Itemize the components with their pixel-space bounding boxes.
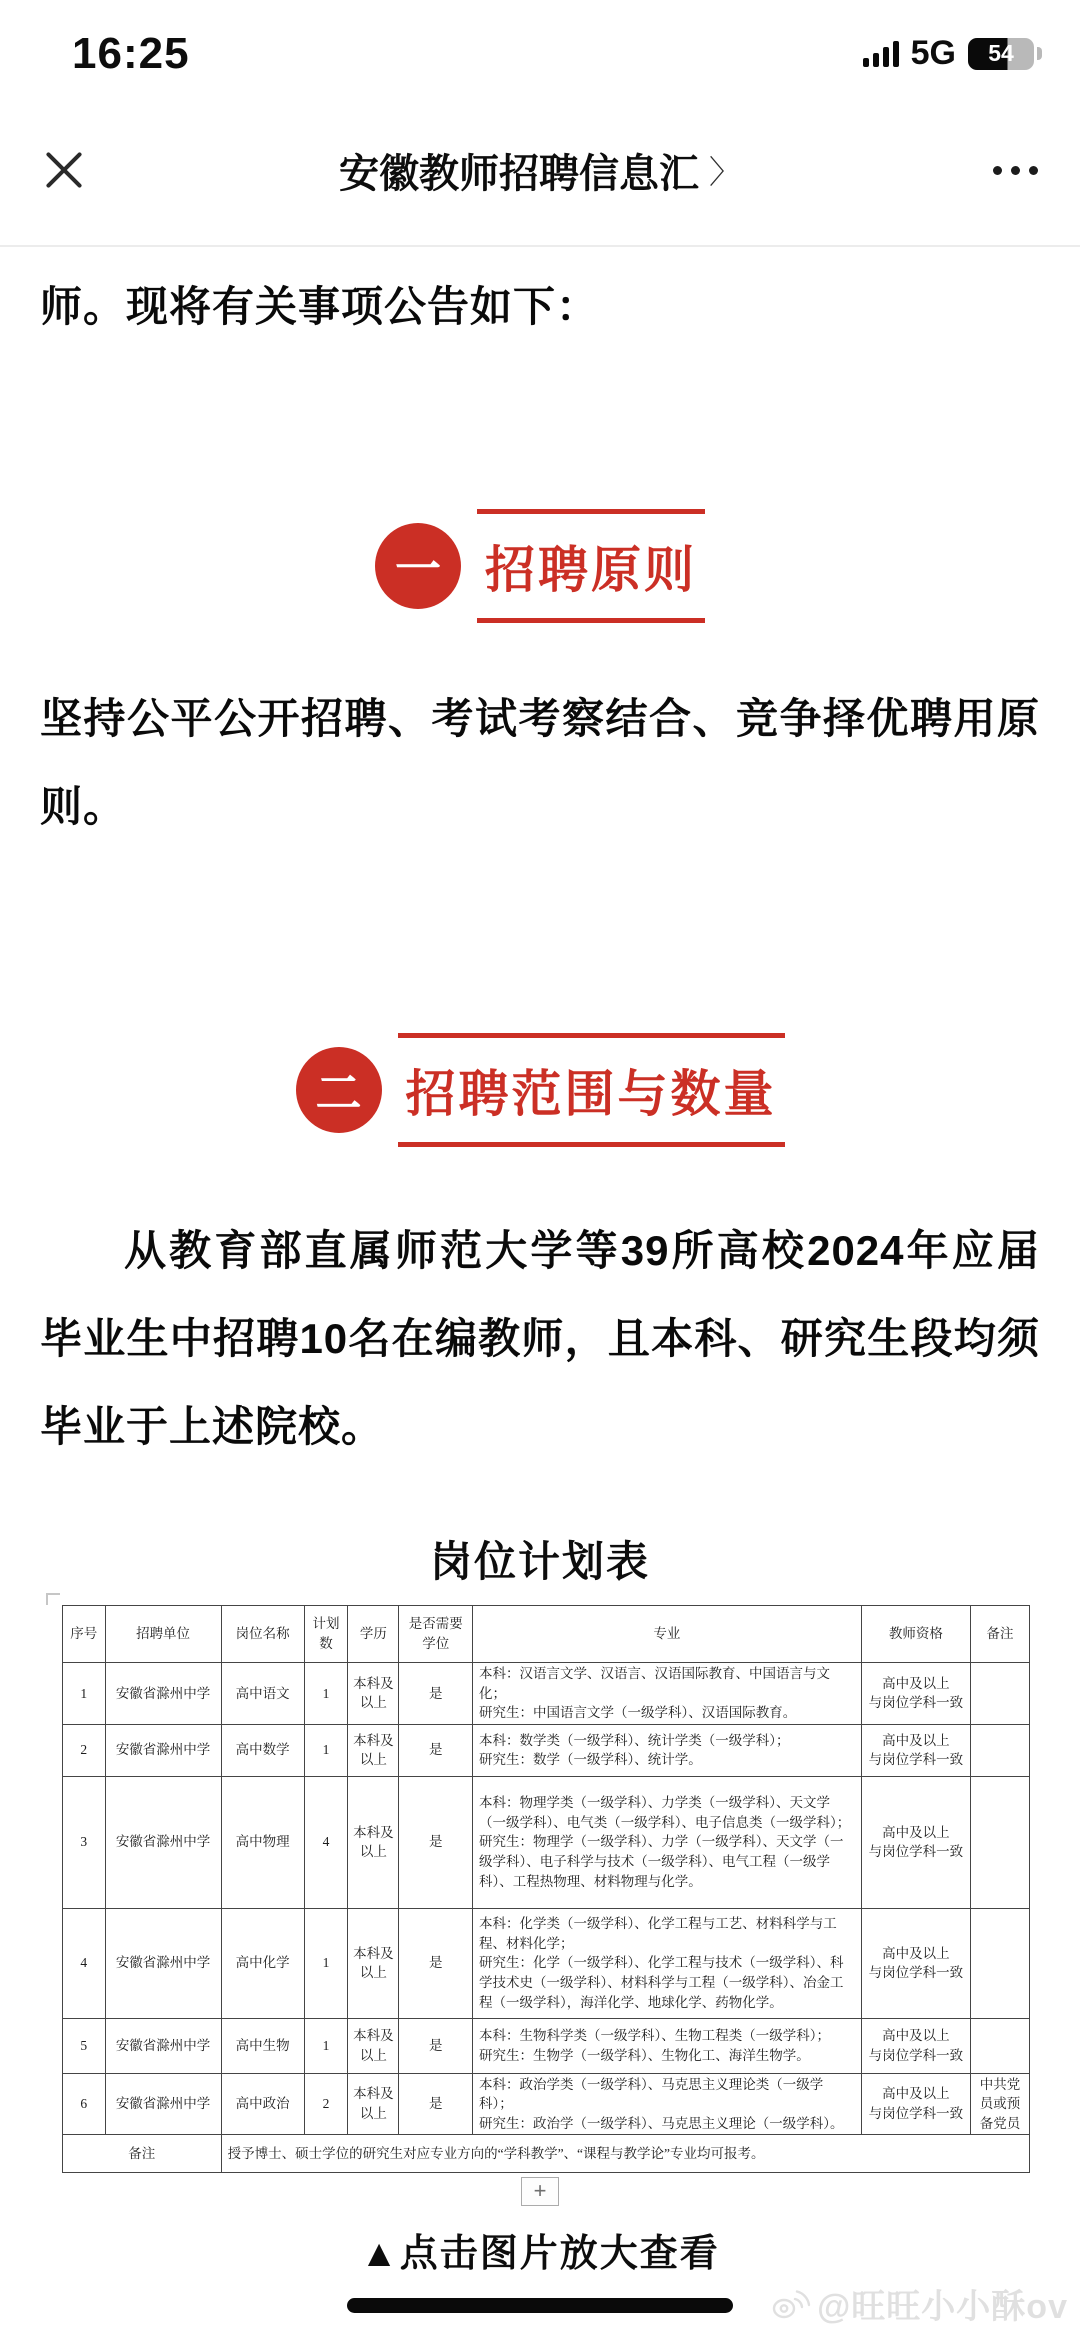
- column-header: 计划数: [304, 1606, 348, 1663]
- cell-major: 本科：生物科学类（一级学科）、生物工程类（一级学科）； 研究生：生物学（一级学科）、生物化工、海洋生物学。: [472, 2018, 861, 2073]
- cell-education: 本科及以上: [348, 2018, 399, 2073]
- cell-qualification: 高中及以上 与岗位学科一致: [861, 1663, 970, 1725]
- section-number-badge: 一: [375, 523, 461, 609]
- battery-nub: [1037, 47, 1042, 60]
- cell-degree-needed: 是: [399, 1776, 472, 1908]
- cell-degree-needed: 是: [399, 2018, 472, 2073]
- cell-qualification: 高中及以上 与岗位学科一致: [861, 2018, 970, 2073]
- cell-unit: 安徽省滁州中学: [105, 1776, 221, 1908]
- intro-paragraph: 师。现将有关事项公告如下：: [40, 283, 600, 330]
- job-plan-table-image[interactable]: [62, 1605, 1030, 2173]
- cell-count: 1: [304, 2018, 348, 2073]
- cell-education: 本科及以上: [348, 1776, 399, 1908]
- chevron-right-icon: 〉: [708, 154, 742, 190]
- cell-note: [970, 2018, 1029, 2073]
- job-table: [62, 1605, 1030, 2173]
- table-row: [63, 2018, 1030, 2073]
- status-bar: [0, 0, 1080, 95]
- cell-qualification: 高中及以上 与岗位学科一致: [861, 2073, 970, 2135]
- column-header: 学历: [348, 1606, 399, 1663]
- cell-major: 本科：物理学类（一级学科）、力学类（一级学科）、天文学（一级学科）、电气类（一级学科）、电子信息类（一级学科）； 研究生：物理学（一级学科）、力学（一级学科）、天文学（一级学科）、电子科学与技术（一级学科）、电气工程（一级学科）、工程热物理、材料物理与化学。: [472, 1776, 861, 1908]
- weibo-logo-icon: [771, 2287, 811, 2320]
- column-header: 招聘单位: [105, 1606, 221, 1663]
- nav-bar: [0, 95, 1080, 247]
- cell-unit: 安徽省滁州中学: [105, 2018, 221, 2073]
- cell-major: 本科：数学类（一级学科）、统计学类（一级学科）； 研究生：数学（一级学科）、统计学。: [472, 1724, 861, 1776]
- cell-seq: 2: [63, 1724, 106, 1776]
- cell-count: 1: [304, 1724, 348, 1776]
- section-1-heading: [40, 509, 1040, 623]
- job-table-body: [63, 1663, 1030, 2135]
- section-title: 招聘原则: [485, 542, 697, 598]
- section-1-paragraph: 坚持公平公开招聘、考试考察结合、竞争择优聘用原则。: [40, 695, 1040, 830]
- cell-degree-needed: 是: [399, 2073, 472, 2135]
- cell-education: 本科及以上: [348, 1724, 399, 1776]
- cell-note: [970, 1776, 1029, 1908]
- section-2-heading: [40, 1033, 1040, 1147]
- cell-degree-needed: 是: [399, 1663, 472, 1725]
- table-row: [63, 1724, 1030, 1776]
- table-footer-row: [63, 2135, 1030, 2173]
- cell-post: 高中语文: [221, 1663, 304, 1725]
- network-type-label: 5G: [910, 34, 956, 72]
- cell-post: 高中数学: [221, 1724, 304, 1776]
- column-header: 专业: [472, 1606, 861, 1663]
- cell-degree-needed: 是: [399, 1908, 472, 2018]
- column-header: 岗位名称: [221, 1606, 304, 1663]
- cell-seq: 4: [63, 1908, 106, 2018]
- cell-seq: 1: [63, 1663, 106, 1725]
- table-title: 岗位计划表: [429, 1538, 650, 1585]
- table-row: [63, 1663, 1030, 1725]
- footer-label: 备注: [63, 2135, 222, 2173]
- cell-count: 1: [304, 1663, 348, 1725]
- cell-unit: 安徽省滁州中学: [105, 1908, 221, 2018]
- cell-post: 高中化学: [221, 1908, 304, 2018]
- clock: 16:25: [72, 28, 190, 78]
- cell-major: 本科：化学类（一级学科）、化学工程与工艺、材料科学与工程、材料化学； 研究生：化学（一级学科）、化学工程与技术（一级学科）、科学技术史（一级学科）、材料科学与工程（一级学科）、冶金工程（一级学科），海洋化学、地球化学、药物化学。: [472, 1908, 861, 2018]
- cell-count: 2: [304, 2073, 348, 2135]
- watermark-handle: @旺旺小小酥ov: [817, 2288, 1068, 2326]
- watermark: [771, 2279, 1068, 2328]
- cell-education: 本科及以上: [348, 2073, 399, 2135]
- cell-unit: 安徽省滁州中学: [105, 2073, 221, 2135]
- cell-unit: 安徽省滁州中学: [105, 1724, 221, 1776]
- cell-count: 1: [304, 1908, 348, 2018]
- page-title-text: 安徽教师招聘信息汇: [338, 151, 699, 196]
- column-header: 是否需要学位: [399, 1606, 472, 1663]
- footer-text: 授予博士、硕士学位的研究生对应专业方向的“学科教学”、“课程与教学论”专业均可报考。: [221, 2135, 1029, 2173]
- cell-degree-needed: 是: [399, 1724, 472, 1776]
- cell-major: 本科：汉语言文学、汉语言、汉语国际教育、中国语言与文化； 研究生：中国语言文学（一级学科）、汉语国际教育。: [472, 1663, 861, 1725]
- image-zoom-caption: ▲点击图片放大查看: [360, 2233, 720, 2276]
- cell-note: [970, 1908, 1029, 2018]
- section-2-paragraph: 从教育部直属师范大学等39所高校2024年应届毕业生中招聘10名在编教师，且本科、研究生段均须毕业于上述院校。: [40, 1227, 1040, 1450]
- cell-note: [970, 1663, 1029, 1725]
- more-options-icon[interactable]: [993, 166, 1038, 175]
- cell-post: 高中生物: [221, 2018, 304, 2073]
- job-table-header-row: [63, 1606, 1030, 1663]
- cell-major: 本科：政治学类（一级学科）、马克思主义理论类（一级学科）； 研究生：政治学（一级学科）、马克思主义理论（一级学科）。: [472, 2073, 861, 2135]
- cell-qualification: 高中及以上 与岗位学科一致: [861, 1724, 970, 1776]
- cell-note: [970, 1724, 1029, 1776]
- table-row: [63, 1908, 1030, 2018]
- battery-icon: [968, 38, 1034, 70]
- cell-seq: 3: [63, 1776, 106, 1908]
- table-row: [63, 2073, 1030, 2135]
- section-title: 招聘范围与数量: [405, 1066, 777, 1122]
- cell-count: 4: [304, 1776, 348, 1908]
- table-row: [63, 1776, 1030, 1908]
- cell-qualification: 高中及以上 与岗位学科一致: [861, 1908, 970, 2018]
- cell-note: 中共党员或预备党员: [970, 2073, 1029, 2135]
- page-title[interactable]: [339, 142, 741, 199]
- section-number-badge: 二: [296, 1047, 382, 1133]
- close-icon[interactable]: [42, 148, 86, 192]
- home-indicator[interactable]: [347, 2298, 733, 2313]
- zoom-plus-control[interactable]: +: [521, 2177, 559, 2206]
- cell-unit: 安徽省滁州中学: [105, 1663, 221, 1725]
- cell-post: 高中政治: [221, 2073, 304, 2135]
- signal-strength-icon: [863, 41, 899, 67]
- table-corner-handle: [46, 1593, 60, 1605]
- cell-education: 本科及以上: [348, 1663, 399, 1725]
- article-body: [0, 263, 1080, 2277]
- column-header: 教师资格: [861, 1606, 970, 1663]
- column-header: 序号: [63, 1606, 106, 1663]
- cell-seq: 6: [63, 2073, 106, 2135]
- cell-qualification: 高中及以上 与岗位学科一致: [861, 1776, 970, 1908]
- cell-seq: 5: [63, 2018, 106, 2073]
- cell-post: 高中物理: [221, 1776, 304, 1908]
- column-header: 备注: [970, 1606, 1029, 1663]
- battery-percent: 54: [988, 40, 1014, 66]
- cell-education: 本科及以上: [348, 1908, 399, 2018]
